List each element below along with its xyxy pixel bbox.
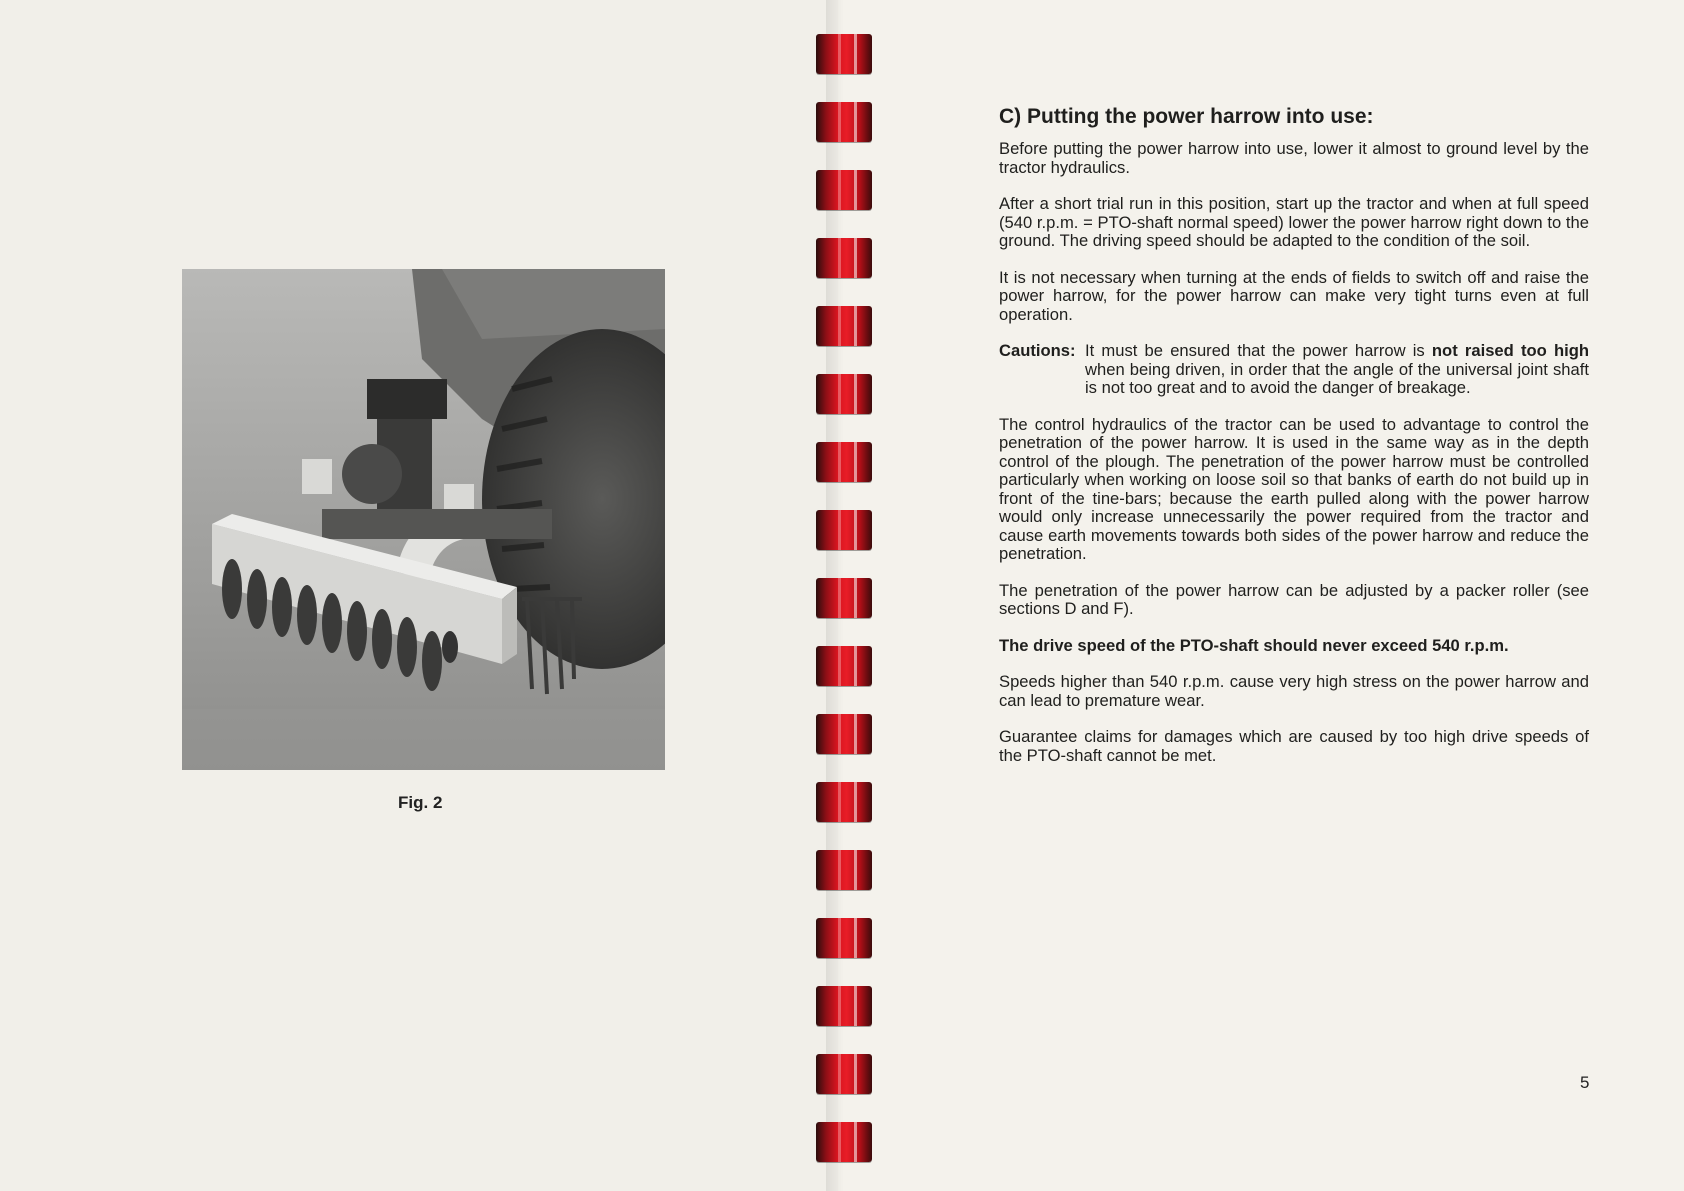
binding-ring bbox=[816, 986, 872, 1026]
binding-ring bbox=[816, 918, 872, 958]
binding-ring bbox=[816, 1122, 872, 1162]
paragraph-3: It is not necessary when turning at the ends of fields to switch off and raise the power harrow, for the power harrow can make very tight turns even at full operation. bbox=[999, 267, 1589, 324]
figure-caption: Fig. 2 bbox=[398, 793, 443, 812]
left-page bbox=[0, 0, 838, 1191]
cautions-text-bold: not raised too high bbox=[1431, 341, 1589, 360]
binding-ring bbox=[816, 1054, 872, 1094]
binding-ring bbox=[816, 238, 872, 278]
binding-ring bbox=[816, 374, 872, 414]
binding-ring bbox=[816, 782, 872, 822]
cautions-text-after: when being driven, in order that the angle of the universal joint shaft is not too great and to avoid the danger of breakage. bbox=[1085, 359, 1589, 397]
binding-ring bbox=[816, 510, 872, 550]
paragraph-2: After a short trial run in this position, start up the tractor and when at full speed (540 r.p.m. = PTO-shaft normal speed) lower the power harrow right down to the ground. The driving speed should be adapted to the condition of the soil. bbox=[999, 194, 1589, 250]
page-number: 5 bbox=[1580, 1073, 1590, 1092]
binding-ring bbox=[816, 442, 872, 482]
cautions-block bbox=[999, 342, 1589, 398]
binding-ring bbox=[816, 578, 872, 618]
cautions-text-before: It must be ensured that the power harrow is bbox=[1085, 341, 1432, 360]
section-content bbox=[999, 104, 1589, 783]
power-harrow-photo bbox=[182, 269, 665, 770]
binding-ring bbox=[816, 102, 872, 142]
binding-ring bbox=[816, 646, 872, 686]
paragraph-5: The penetration of the power harrow can be adjusted by a packer roller (see sections D and F). bbox=[999, 580, 1589, 618]
bold-statement: The drive speed of the PTO-shaft should never exceed 540 r.p.m. bbox=[999, 635, 1509, 655]
paragraph-4: The control hydraulics of the tractor can be used to advantage to control the penetration of the power harrow. It is used in the same way as in the depth control of the plough. The penetration of the power harrow must be controlled particularly when working on loose soil so that banks of earth do not build up in front of the tine-bars; because the earth pulled along with the power harrow would only increase unnecessarily the power required from the tractor and cause earth movements towards both sides of the power harrow and reduce the penetration. bbox=[999, 414, 1589, 563]
binding-ring bbox=[816, 170, 872, 210]
binding-ring bbox=[816, 714, 872, 754]
spiral-binding bbox=[812, 0, 874, 1191]
power-harrow-illustration bbox=[182, 269, 665, 770]
paragraph-7: Guarantee claims for damages which are caused by too high drive speeds of the PTO-shaft cannot be met. bbox=[999, 727, 1589, 765]
binding-ring bbox=[816, 34, 872, 74]
section-heading: C) Putting the power harrow into use: bbox=[999, 105, 1374, 128]
cautions-text bbox=[1085, 342, 1589, 398]
binding-ring bbox=[816, 306, 872, 346]
cautions-label: Cautions: bbox=[999, 341, 1076, 360]
binding-ring bbox=[816, 850, 872, 890]
paragraph-6: Speeds higher than 540 r.p.m. cause very high stress on the power harrow and can lead to premature wear. bbox=[999, 672, 1589, 710]
paragraph-1: Before putting the power harrow into use, lower it almost to ground level by the tractor hydraulics. bbox=[999, 139, 1589, 177]
